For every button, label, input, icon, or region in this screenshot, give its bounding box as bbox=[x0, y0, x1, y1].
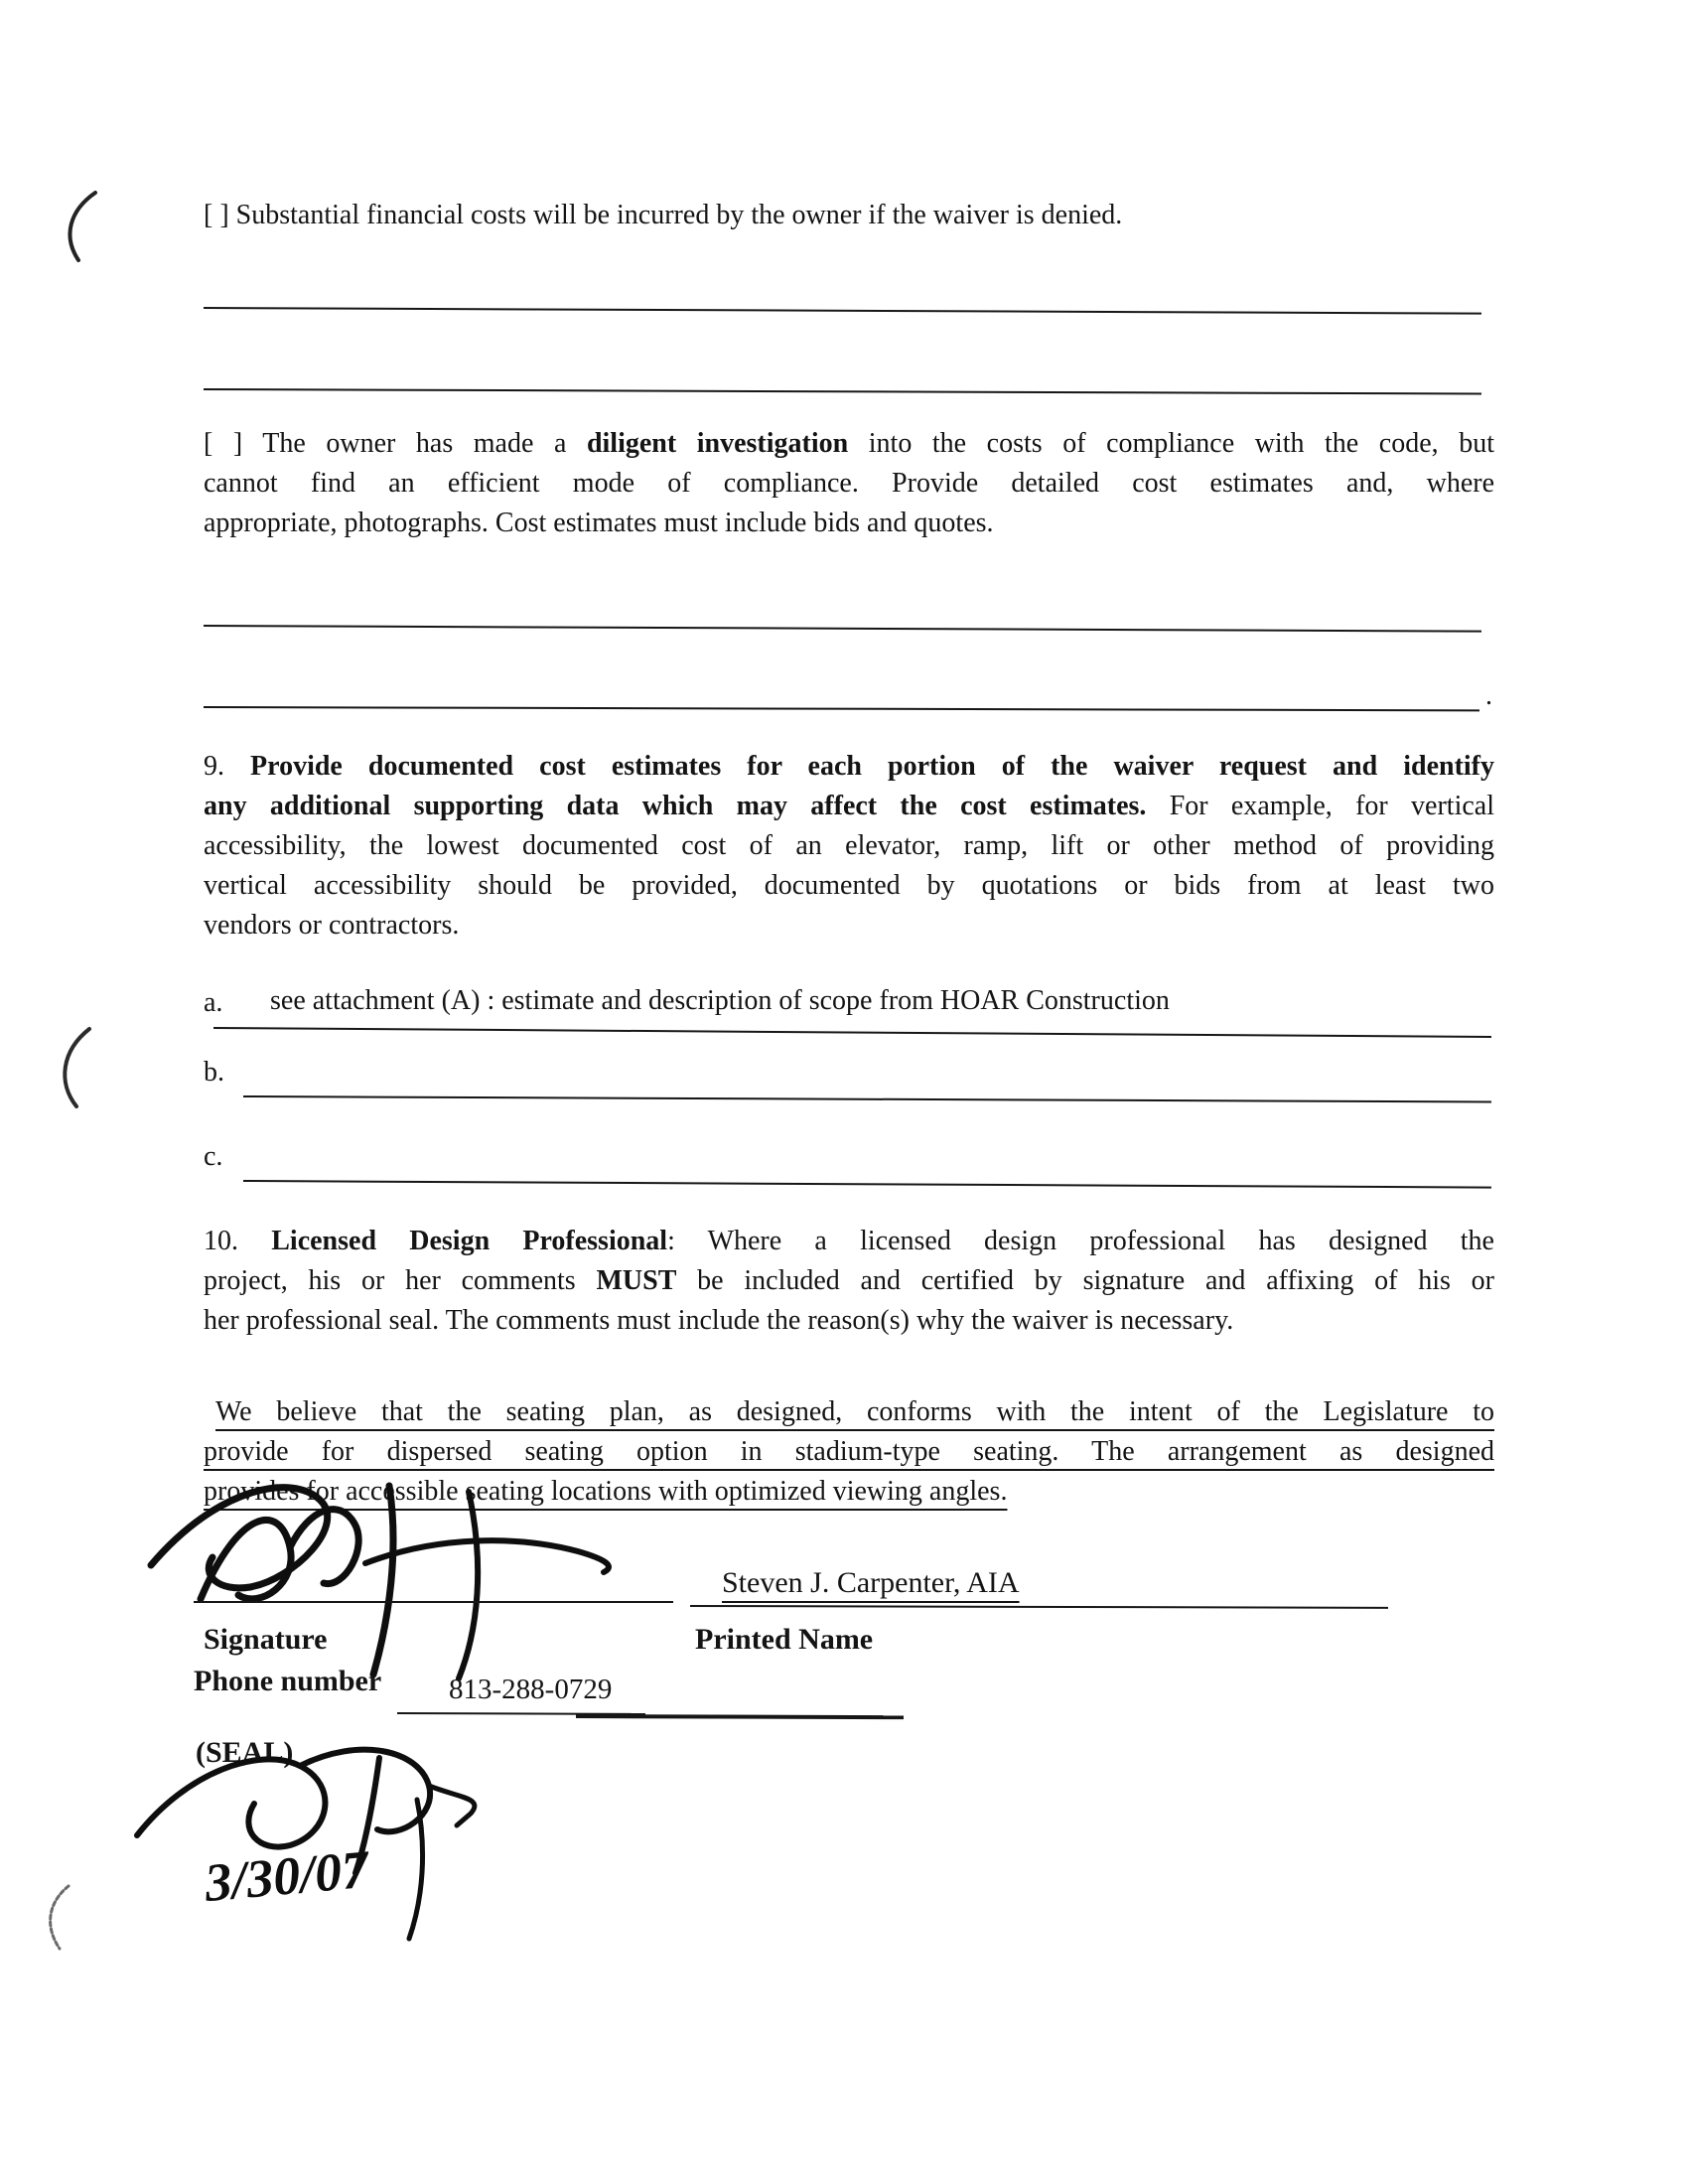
item-10-heading-bold: Licensed Design Professional bbox=[271, 1226, 668, 1256]
checkbox-item-substantial-costs bbox=[204, 196, 1494, 235]
printed-name-value: Steven J. Carpenter, AIA bbox=[722, 1566, 1020, 1599]
list-item-b-label: b. bbox=[204, 1057, 224, 1088]
seal-signature-scribble bbox=[129, 1740, 526, 1949]
item-10-number: 10. bbox=[204, 1226, 272, 1256]
seal-handwritten-date: 3/30/07 bbox=[202, 1838, 371, 1913]
checkbox-item-diligent-investigation bbox=[204, 424, 1494, 543]
item-9-line4: vertical accessibility should be provided, documented by quotations or bids from at least two bbox=[204, 870, 1494, 901]
item-10-line2-post: be included and certified by signature and affixing of his or bbox=[676, 1265, 1494, 1296]
list-item-c-label: c. bbox=[204, 1141, 223, 1172]
item-9-line1-bold: Provide documented cost estimates for each portion of the waiver request and identify bbox=[250, 751, 1494, 782]
substantial-costs-text: Substantial financial costs will be incurred by the owner if the waiver is denied. bbox=[228, 200, 1123, 230]
list-item-a-label: a. bbox=[204, 987, 223, 1018]
item-9-cost-estimates bbox=[204, 747, 1494, 946]
item-9-line5: vendors or contractors. bbox=[204, 910, 460, 941]
diligent-line1-pre: The owner has made a bbox=[242, 428, 587, 459]
item-9-number: 9. bbox=[204, 751, 251, 782]
item-10-line2-pre: project, his or her comments bbox=[204, 1265, 597, 1296]
diligent-line2: cannot find an efficient mode of compliance. Provide detailed cost estimates and, where bbox=[204, 468, 1494, 499]
signature-line bbox=[194, 1601, 673, 1603]
item-10-must-bold: MUST bbox=[596, 1265, 677, 1296]
write-in-line-b bbox=[243, 1095, 1491, 1102]
item-10-line1-post: : Where a licensed design professional has designed the bbox=[667, 1226, 1494, 1256]
write-in-line-a bbox=[213, 1027, 1491, 1038]
diligent-line1-post: into the costs of compliance with the code, but bbox=[848, 428, 1494, 459]
blank-write-in-line-1 bbox=[204, 307, 1481, 315]
item-9-line3: accessibility, the lowest documented cost of an elevator, ramp, lift or other method of providing bbox=[204, 830, 1494, 861]
printed-name-line bbox=[690, 1605, 1388, 1609]
write-in-line-c bbox=[243, 1180, 1491, 1189]
phone-number-label: Phone number bbox=[194, 1665, 382, 1697]
line-trailing-period: . bbox=[1485, 680, 1492, 711]
blank-write-in-line-3 bbox=[204, 625, 1481, 633]
comments-line2: provide for dispersed seating option in stadium-type seating. The arrangement as designed bbox=[204, 1436, 1494, 1467]
phone-number-value: 813-288-0729 bbox=[449, 1674, 613, 1705]
scan-arc-artifact-middle bbox=[50, 1023, 99, 1112]
printed-name-label: Printed Name bbox=[695, 1623, 874, 1656]
item-10-line3: her professional seal. The comments must include the reason(s) why the waiver is necessary. bbox=[204, 1305, 1234, 1336]
list-item-a-value: see attachment (A) : estimate and description of scope from HOAR Construction bbox=[270, 985, 1170, 1016]
item-9-line2-post: For example, for vertical bbox=[1146, 791, 1494, 821]
comments-line1: We believe that the seating plan, as designed, conforms with the intent of the Legislature to bbox=[215, 1396, 1494, 1427]
checkbox-substantial: [ ] bbox=[204, 200, 229, 230]
seal-label: (SEAL) bbox=[196, 1736, 294, 1769]
signature-label: Signature bbox=[204, 1623, 328, 1656]
scan-arc-artifact-top bbox=[58, 189, 107, 268]
phone-write-in-line-thick bbox=[576, 1714, 904, 1719]
diligent-bold-phrase: diligent investigation bbox=[586, 428, 849, 459]
scan-arc-artifact-bottom bbox=[38, 1883, 77, 1953]
diligent-line3: appropriate, photographs. Cost estimates must include bids and quotes. bbox=[204, 508, 994, 538]
item-10-licensed-design-professional bbox=[204, 1222, 1494, 1341]
comments-line3: provides for accessible seating locations with optimized viewing angles. bbox=[204, 1476, 1008, 1507]
blank-write-in-line-2 bbox=[204, 388, 1481, 394]
item-9-line2-bold: any additional supporting data which may affect the cost estimates. bbox=[204, 791, 1147, 821]
blank-write-in-line-4 bbox=[204, 706, 1479, 711]
checkbox-diligent: [ ] bbox=[204, 428, 243, 459]
